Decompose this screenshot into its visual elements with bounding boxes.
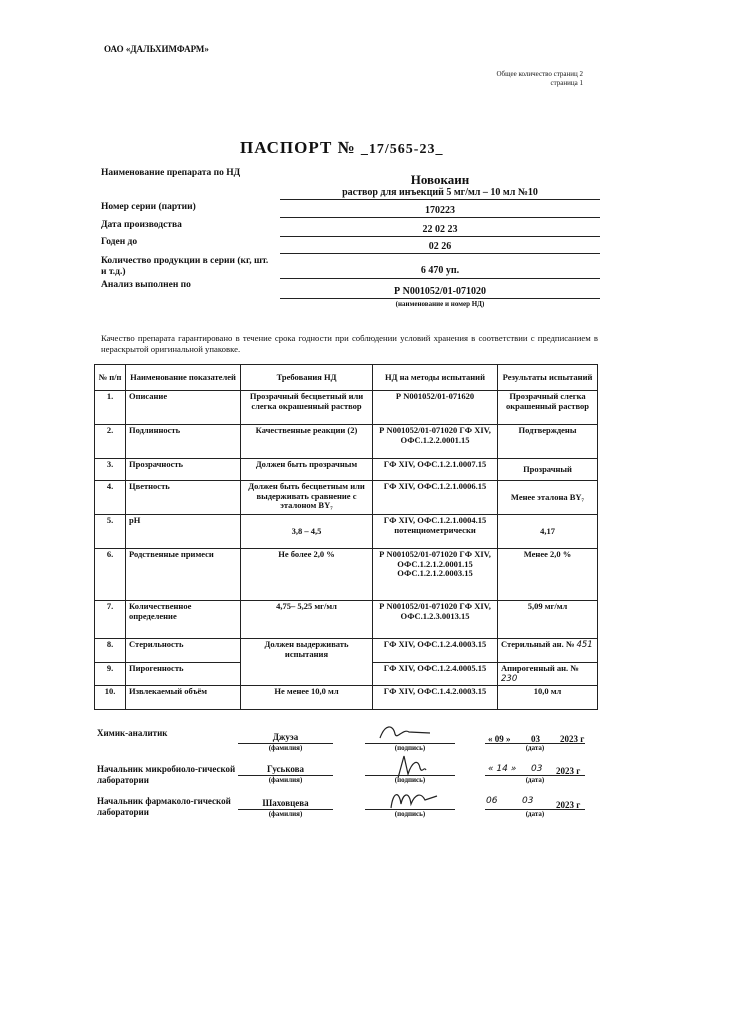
date-caption: (дата)	[525, 744, 545, 752]
row-indicator: Пирогенность	[126, 663, 241, 686]
result-text: Стерильный ан. №	[501, 639, 575, 649]
row-requirement: Должен быть бесцветным или выдерживать сравнение с эталоном BY₇	[241, 481, 373, 515]
date-year: 2023 г	[556, 800, 581, 810]
field-label-product: Наименование препарата по НД	[101, 168, 241, 178]
field-value-quantity: 6 470 уп.	[420, 265, 460, 276]
field-value-analysis: Р N001052/01-071020	[394, 286, 486, 297]
col-header-indicator: Наименование показателей	[126, 365, 241, 391]
row-number: 2.	[95, 425, 126, 459]
field-label-production-date: Дата производства	[101, 220, 182, 230]
row-indicator: Подлинность	[126, 425, 241, 459]
name-caption: (фамилия)	[268, 776, 303, 784]
field-label-analysis: Анализ выполнен по	[101, 280, 191, 290]
row-number: 1.	[95, 391, 126, 425]
field-line	[280, 298, 600, 299]
page-total: Общее количество страниц 2	[496, 70, 583, 78]
row-number: 8.	[95, 639, 126, 663]
row-indicator: pH	[126, 515, 241, 549]
name-caption: (фамилия)	[268, 810, 303, 818]
name-caption: (фамилия)	[268, 744, 303, 752]
field-label-batch: Номер серии (партии)	[101, 202, 196, 212]
row-number: 6.	[95, 549, 126, 601]
page-info	[470, 70, 583, 88]
row-result: Прозрачный	[498, 459, 598, 481]
table-row	[95, 601, 598, 639]
table-row	[95, 686, 598, 710]
row-indicator: Стерильность	[126, 639, 241, 663]
field-label-quantity: Количество продукции в серии (кг, шт. и т.д.)	[101, 256, 269, 277]
field-line	[280, 236, 600, 237]
passport-title	[240, 138, 443, 158]
row-method: ГФ XIV, ОФС.1.2.1.0004.15 потенциометрически	[373, 515, 498, 549]
handwritten-analysis-number: 230	[501, 673, 518, 684]
col-header-results: Результаты испытаний	[498, 365, 598, 391]
signer-role: Начальник микробиоло-гической лаборатории	[97, 764, 236, 785]
date-day: 06	[486, 796, 498, 806]
row-number: 9.	[95, 663, 126, 686]
row-requirement: Прозрачный бесцветный или слегка окрашенный раствор	[241, 391, 373, 425]
field-value-product-form: раствор для инъекций 5 мг/мл – 10 мл №10	[342, 187, 538, 198]
field-value-product: Новокаин	[410, 172, 470, 187]
field-line	[280, 253, 600, 254]
row-result: Менее эталона BY₇	[498, 481, 598, 515]
field-label-expiry: Годен до	[101, 237, 138, 247]
table-row	[95, 425, 598, 459]
row-indicator: Извлекаемый объём	[126, 686, 241, 710]
row-method: Р N001052/01-071020 ГФ XIV, ОФС.1.2.2.0001.15	[373, 425, 498, 459]
table-row	[95, 639, 598, 663]
signature-mark	[375, 720, 435, 744]
field-value-production-date: 22 02 23	[422, 224, 458, 235]
field-line	[280, 199, 600, 200]
table-row	[95, 515, 598, 549]
row-method: ГФ XIV, ОФС.1.4.2.0003.15	[373, 686, 498, 710]
date-month: 03	[531, 764, 543, 774]
field-line	[280, 217, 600, 218]
signature-caption: (подпись)	[394, 744, 426, 752]
col-header-number: № п/п	[95, 365, 126, 391]
result-text: Апирогенный ан. №	[501, 663, 579, 673]
field-caption-analysis: (наименование и номер НД)	[395, 300, 485, 308]
field-line	[280, 278, 600, 279]
field-value-expiry: 02 26	[428, 241, 452, 252]
row-requirement: Должен выдерживать испытания	[241, 639, 373, 686]
signer-role: Химик-аналитик	[97, 728, 168, 738]
row-number: 3.	[95, 459, 126, 481]
signer-name: Джуэа	[272, 732, 299, 742]
row-indicator: Родственные примеси	[126, 549, 241, 601]
row-number: 7.	[95, 601, 126, 639]
table-row	[95, 549, 598, 601]
page-current: страница 1	[550, 79, 583, 87]
passport-number: _17/565-23_	[360, 142, 444, 157]
table-row	[95, 391, 598, 425]
row-requirement: Должен быть прозрачным	[241, 459, 373, 481]
date-year: 2023 г	[560, 734, 585, 744]
signer-name: Шаховцева	[262, 798, 309, 808]
signer-name: Гуськова	[266, 764, 305, 774]
row-method: ГФ XIV, ОФС.1.2.4.0003.15	[373, 639, 498, 663]
row-result	[498, 663, 598, 686]
col-header-requirements: Требования НД	[241, 365, 373, 391]
date-day: « 14 »	[488, 764, 517, 774]
date-caption: (дата)	[525, 776, 545, 784]
row-indicator: Описание	[126, 391, 241, 425]
signer-role: Начальник фармаколо-гической лаборатории	[97, 796, 231, 817]
quality-statement: Качество препарата гарантировано в течение срока годности при соблюдении условий хранения в соответствии с предписанием в нераскрытой оригинальной упаковке.	[101, 333, 598, 354]
date-caption: (дата)	[525, 810, 545, 818]
row-requirement: Качественные реакции (2)	[241, 425, 373, 459]
row-requirement: Не менее 10,0 мл	[241, 686, 373, 710]
table-row	[95, 459, 598, 481]
row-result: 4,17	[498, 515, 598, 549]
date-month: 03	[531, 734, 540, 744]
row-method: Р N001052/01-071020 ГФ XIV, ОФС.1.2.1.2.0001.15 ОФС.1.2.1.2.0003.15	[373, 549, 498, 601]
date-month: 03	[522, 796, 534, 806]
col-header-methods: НД на методы испытаний	[373, 365, 498, 391]
row-result: Менее 2,0 %	[498, 549, 598, 601]
row-method: Р N001052/01-071620	[373, 391, 498, 425]
test-results-table	[94, 364, 598, 710]
row-method: Р N001052/01-071020 ГФ XIV, ОФС.1.2.3.0013.15	[373, 601, 498, 639]
field-value-batch: 170223	[425, 205, 455, 216]
table-header-row	[95, 365, 598, 391]
row-indicator: Прозрачность	[126, 459, 241, 481]
row-result: 5,09 мг/мл	[498, 601, 598, 639]
row-result: Подтверждены	[498, 425, 598, 459]
row-result	[498, 639, 598, 663]
row-indicator: Количественное определение	[126, 601, 241, 639]
row-result: Прозрачный слегка окрашенный раствор	[498, 391, 598, 425]
row-requirement: Не более 2,0 %	[241, 549, 373, 601]
row-method: ГФ XIV, ОФС.1.2.4.0005.15	[373, 663, 498, 686]
row-number: 5.	[95, 515, 126, 549]
row-result: 10,0 мл	[498, 686, 598, 710]
company-name: ОАО «ДАЛЬХИМФАРМ»	[104, 44, 209, 54]
table-row	[95, 481, 598, 515]
row-number: 4.	[95, 481, 126, 515]
signature-caption: (подпись)	[394, 776, 426, 784]
title-label: ПАСПОРТ №	[240, 138, 356, 157]
row-method: ГФ XIV, ОФС.1.2.1.0006.15	[373, 481, 498, 515]
handwritten-analysis-number: 451	[576, 640, 593, 650]
row-requirement: 4,75– 5,25 мг/мл	[241, 601, 373, 639]
row-method: ГФ XIV, ОФС.1.2.1.0007.15	[373, 459, 498, 481]
row-indicator: Цветность	[126, 481, 241, 515]
row-number: 10.	[95, 686, 126, 710]
date-day: « 09 »	[488, 734, 511, 744]
date-year: 2023 г	[556, 766, 581, 776]
signature-caption: (подпись)	[394, 810, 426, 818]
row-requirement: 3,8 – 4,5	[241, 515, 373, 549]
